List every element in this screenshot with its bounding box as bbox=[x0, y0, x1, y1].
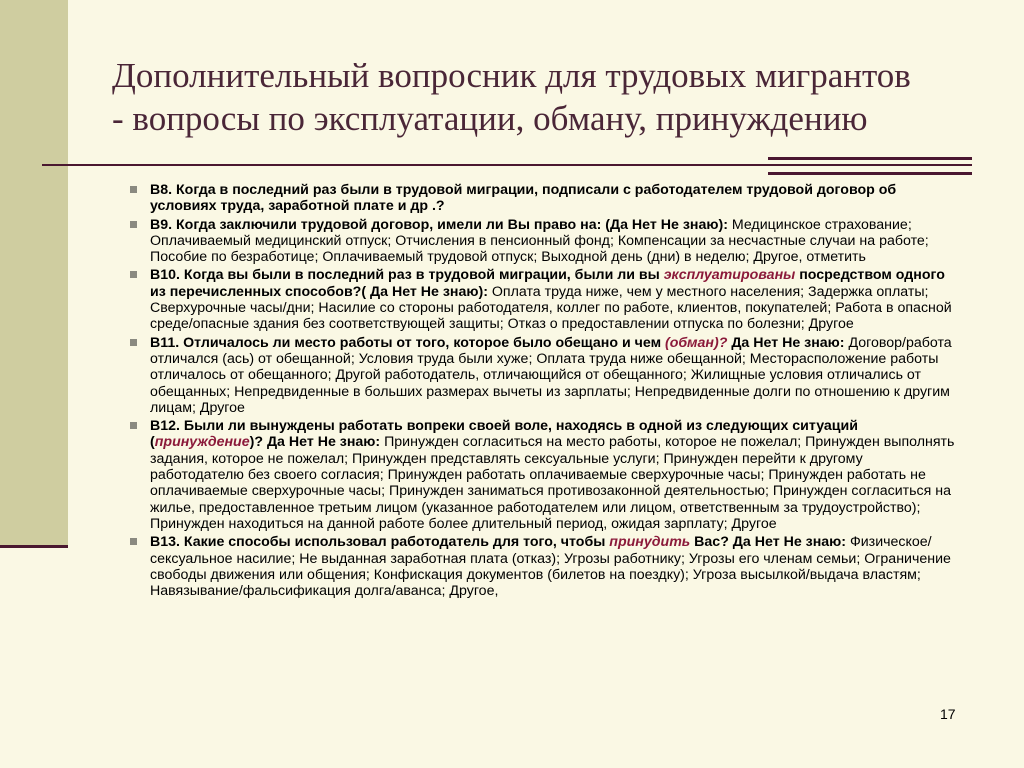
answer-options-text: Принужден согласиться на место работы, которое не пожелал; Принужден выполнять задания, которое не пожелал; Принужден представлять сексуальные услуги; Принужден перейти к другому работодателю без своего согласия; Принужден работать оплачиваемые сверхурочные часы; Принужден работать не оплачиваемые сверхурочные часы; Принужден заниматься противозаконной деятельностью; Принужден согласиться на жилье, предоставленное третьим лицом (указанное работодателем или лицом, ответственным за трудоустройство); Принужден находиться на данной работе более длительный период, ожидая зарплату; Другое bbox=[150, 434, 955, 532]
question-text-end: Да Нет Не знаю: bbox=[727, 334, 845, 351]
answer-options-text: Оплата труда ниже, чем у местного населения; Задержка оплаты; Сверхурочные часы/дни; Насилие со стороны работодателя, коллег по работе, клиентов, покупателей; Работа в опасной среде/опасные здания без соответствующей защиты; Отказ о предоставлении отпуска по болезни; Другое bbox=[150, 283, 952, 333]
side-decoration-panel bbox=[0, 0, 68, 545]
slide-title bbox=[112, 54, 992, 140]
answer-options-text: Физическое/сексуальное насилие; Не выданная заработная плата (отказ); Угрозы работнику; Угрозы его членам семьи; Ограничение свободы движения или общения; Конфискация документов (билетов на поездку); Угроза высылкой/выдача властям; Навязывание/фальсификация долга/аванса; Другое, bbox=[150, 534, 951, 600]
square-bullet-icon bbox=[130, 538, 137, 545]
question-item-b11 bbox=[130, 335, 960, 416]
question-item-b8 bbox=[130, 182, 960, 215]
page-number: 17 bbox=[940, 706, 956, 722]
question-text-start: В12. Были ли вынуждены работать вопреки своей воле, находясь в одной из следующих ситуаций ( bbox=[150, 418, 858, 451]
title-divider-accent-top bbox=[768, 157, 972, 160]
highlighted-term: эксплуатированы bbox=[663, 267, 796, 284]
slide-title-line-1: Дополнительный вопросник для трудовых мигрантов bbox=[112, 56, 911, 95]
side-decoration-rule bbox=[0, 545, 68, 548]
square-bullet-icon bbox=[130, 339, 137, 346]
title-divider-accent-bottom bbox=[768, 172, 972, 175]
square-bullet-icon bbox=[130, 271, 137, 278]
title-divider bbox=[42, 164, 972, 166]
square-bullet-icon bbox=[130, 221, 137, 228]
square-bullet-icon bbox=[130, 422, 137, 429]
question-text-start: В10. Когда вы были в последний раз в трудовой миграции, были ли вы bbox=[150, 267, 664, 284]
answer-options-text: Медицинское страхование; Оплачиваемый медицинский отпуск; Отчисления в пенсионный фонд; Компенсации за несчастные случаи на работе; Пособие по безработице; Оплачиваемый трудовой отпуск; Выходной день (дни) в неделю; Другое, отметить bbox=[150, 216, 929, 266]
question-text: В9. Когда заключили трудовой договор, имели ли Вы право на: (Да Нет Не знаю): bbox=[150, 216, 728, 233]
question-text-end: Вас? Да Нет Не знаю: bbox=[690, 534, 847, 551]
square-bullet-icon bbox=[130, 186, 137, 193]
question-text-end: )? Да Нет Не знаю: bbox=[249, 434, 381, 451]
question-list bbox=[130, 182, 960, 601]
answer-options-text: Договор/работа отличался (ась) от обещанной; Условия труда были хуже; Оплата труда ниже обещанной; Месторасположение работы отличалось от обещанного; Другой работодатель, отличающийся от обещанного; Жилищные условия отличались от обещанных; Непредвиденные в больших размерах вычеты из зарплаты; Непредвиденные долги по отношению к другим лицам; Другое bbox=[150, 334, 952, 416]
question-item-b12 bbox=[130, 418, 960, 532]
question-text-start: В11. Отличалось ли место работы от того, которое было обещано и чем bbox=[150, 334, 666, 351]
slide-title-line-2: - вопросы по эксплуатации, обману, принуждению bbox=[112, 99, 868, 138]
question-item-b10 bbox=[130, 267, 960, 332]
highlighted-term: принуждение bbox=[154, 434, 250, 451]
highlighted-term: принудить bbox=[609, 534, 691, 551]
question-item-b13 bbox=[130, 534, 960, 599]
question-text-end: посредством одного из перечисленных способов?( Да Нет Не знаю): bbox=[150, 267, 945, 300]
question-text: В8. Когда в последний раз были в трудовой миграции, подписали с работодателем трудовой договор об условиях труда, заработной плате и др .? bbox=[150, 182, 897, 215]
question-item-b9 bbox=[130, 217, 960, 266]
question-text-start: В13. Какие способы использовал работодатель для того, чтобы bbox=[150, 534, 610, 551]
highlighted-term: (обман)? bbox=[665, 334, 728, 351]
